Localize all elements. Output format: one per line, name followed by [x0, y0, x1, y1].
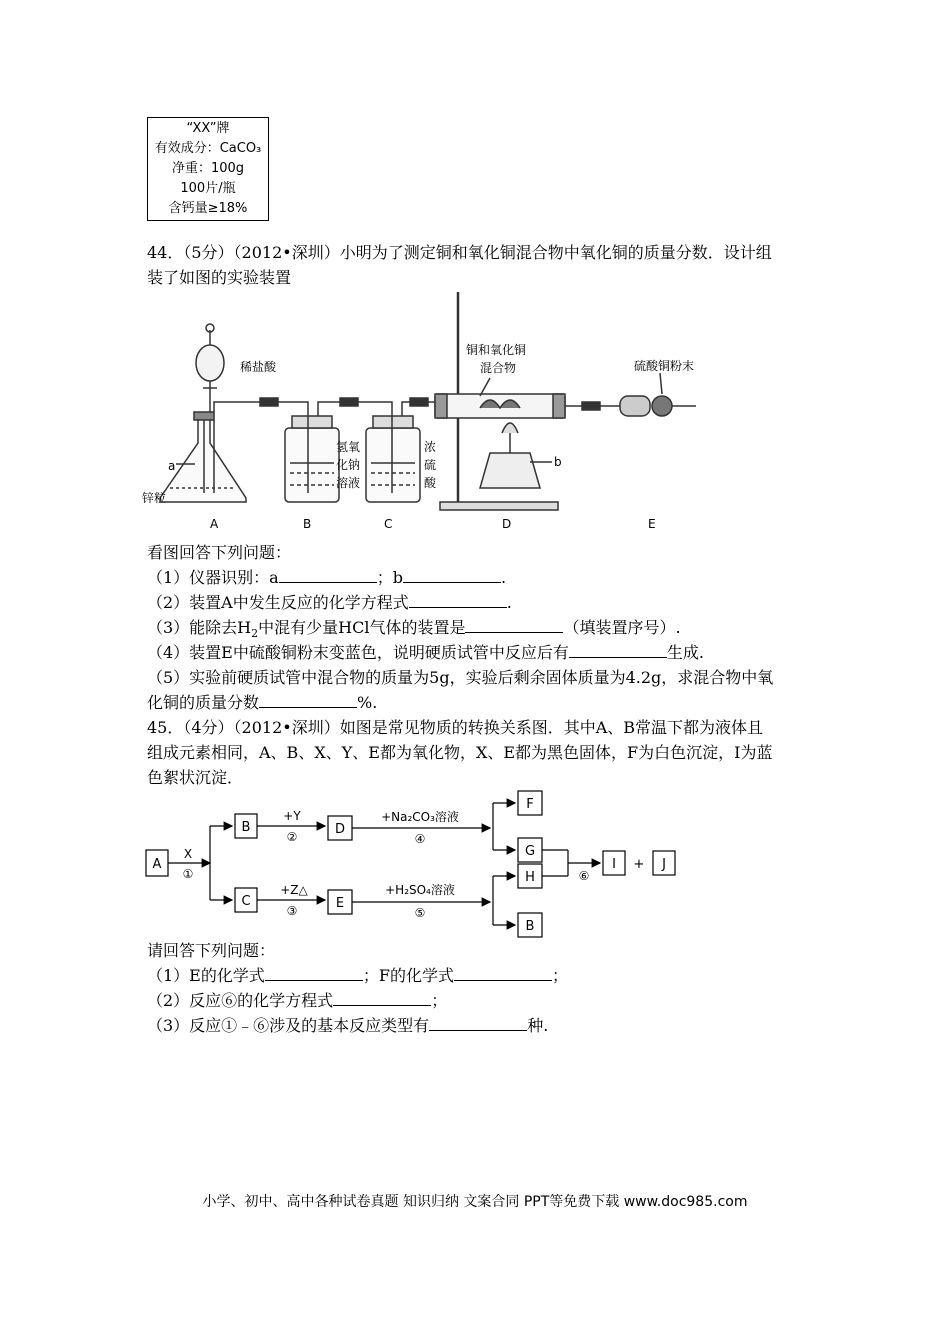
flow-x: X	[183, 847, 193, 861]
q44-sub-1	[147, 566, 506, 590]
flow-z: +Z△	[280, 883, 308, 897]
q44-sub-3-pre: （3）能除去H	[147, 618, 252, 637]
q44-sub-4-a: （4）装置E中硫酸铜粉末变蓝色，说明硬质试管中反应后有	[147, 643, 569, 662]
q44-sub-3-end: （填装置序号）.	[563, 618, 681, 637]
q44-sub-2	[147, 591, 512, 615]
page-footer: 小学、初中、高中各种试卷真题 知识归纳 文案合同 PPT等免费下载 www.doc985.com	[202, 1194, 748, 1210]
q44-header-2: 装了如图的实验装置	[147, 268, 292, 287]
answer-blank[interactable]	[279, 566, 377, 583]
q45-header-2: 组成元素相同，A、B、X、Y、E都为氧化物，X、E都为黑色固体，F为白色沉淀，I为蓝	[147, 743, 773, 762]
apparatus-diagram	[140, 288, 720, 538]
flow-diagram	[140, 788, 700, 938]
label-b: b	[554, 455, 562, 469]
answer-blank[interactable]	[454, 964, 552, 981]
flow-c5: ⑤	[414, 906, 426, 920]
q45-sub-1-end: ；	[551, 966, 568, 985]
answer-blank[interactable]	[403, 566, 501, 583]
supplement-label	[147, 117, 269, 221]
answer-blank[interactable]	[465, 616, 563, 633]
answer-blank[interactable]	[569, 641, 667, 658]
q44-sub-3-post: 中混有少量HCl气体的装置是	[258, 618, 466, 637]
caption-E: E	[648, 517, 656, 531]
label-h2so4-2: 硫	[424, 458, 437, 472]
flow-G: G	[524, 844, 536, 859]
flow-c2: ②	[286, 830, 298, 844]
flow-c6: ⑥	[578, 869, 590, 883]
flow-plus: +	[633, 857, 645, 872]
q44-sub-4-end: 生成.	[666, 643, 704, 662]
label-calcium: 含钙量≥18%	[168, 201, 248, 216]
label-mixture-2: 混合物	[480, 361, 517, 375]
q44-sub-1-b: ；b	[376, 568, 403, 587]
label-naoh-3: 溶液	[336, 476, 361, 490]
q44-sub-5-end: %.	[357, 693, 378, 712]
flow-I: I	[612, 857, 616, 872]
caption-D: D	[502, 517, 512, 531]
label-a: a	[168, 459, 176, 473]
label-h2so4-3: 酸	[424, 476, 437, 490]
q45-sub-3	[147, 1014, 548, 1038]
q45-sub-3-a: （3）反应①﹣⑥涉及的基本反应类型有	[147, 1016, 430, 1035]
q45-sub-3-end: 种.	[527, 1016, 549, 1035]
caption-B: B	[303, 517, 312, 531]
q44-sub-4	[147, 641, 704, 665]
flow-A: A	[152, 857, 162, 872]
flow-c4: ④	[414, 832, 426, 846]
flow-E: E	[335, 896, 345, 911]
flow-F: F	[526, 797, 534, 812]
label-mixture-1: 铜和氧化铜	[466, 343, 527, 357]
flow-h2so4: +H₂SO₄溶液	[385, 883, 455, 897]
q44-sub-5-b: 化铜的质量分数	[147, 693, 260, 712]
label-brand: “XX”牌	[186, 121, 230, 136]
label-naoh-1: 氢氧	[336, 440, 361, 454]
q44-sub-2-end: .	[506, 593, 512, 612]
q45-sub-1-a: （1）E的化学式	[147, 966, 265, 985]
label-zinc: 锌粒	[142, 491, 167, 505]
flow-H: H	[525, 870, 535, 885]
label-acid: 稀盐酸	[240, 360, 277, 374]
label-count: 100片/瓶	[180, 181, 236, 196]
q45-header-1: 45．（4分）（2012•深圳）如图是常见物质的转换关系图．其中A、B常温下都为液体且	[147, 718, 764, 737]
caption-A: A	[210, 517, 219, 531]
q45-sub-2	[147, 989, 447, 1013]
q44-sub-5-a: （5）实验前硬质试管中混合物的质量为5g，实验后剩余固体质量为4.2g，求混合物中氧	[147, 668, 774, 687]
answer-blank[interactable]	[265, 964, 363, 981]
q44-sub-3-sub: 2	[251, 627, 259, 641]
flow-B: B	[241, 820, 251, 835]
answer-blank[interactable]	[259, 691, 357, 708]
answer-blank[interactable]	[333, 989, 431, 1006]
label-naoh-2: 化钠	[336, 458, 361, 472]
flow-c3: ③	[286, 904, 298, 918]
q45-sub-1-b: ；F的化学式	[362, 966, 454, 985]
label-h2so4-1: 浓	[424, 440, 437, 454]
q44-sub-1-a: （1）仪器识别：a	[147, 568, 279, 587]
flow-J: J	[662, 857, 666, 872]
q44-sub-1-end: .	[500, 568, 507, 587]
q45-intro: 请回答下列问题：	[147, 941, 276, 960]
q44-intro: 看图回答下列问题：	[147, 543, 292, 562]
q45-sub-1	[147, 964, 568, 988]
q45-sub-2-end: ；	[431, 991, 448, 1010]
flow-D: D	[334, 822, 346, 837]
flow-na2co3: +Na₂CO₃溶液	[381, 810, 459, 824]
caption-C: C	[384, 517, 393, 531]
answer-blank[interactable]	[409, 591, 507, 608]
q44-sub-2-a: （2）装置A中发生反应的化学方程式	[147, 593, 409, 612]
flow-B2: B	[525, 919, 535, 934]
label-net-weight: 净重：100g	[171, 161, 245, 176]
flow-c1: ①	[182, 867, 194, 881]
q45-header-3: 色絮状沉淀．	[147, 768, 244, 787]
q44-sub-5	[147, 691, 377, 715]
answer-blank[interactable]	[429, 1014, 527, 1031]
q45-sub-2-a: （2）反应⑥的化学方程式	[147, 991, 334, 1010]
flow-y: +Y	[283, 809, 301, 823]
flow-C: C	[241, 894, 251, 909]
label-ingredient: 有效成分：CaCO₃	[154, 141, 262, 156]
label-cuso4: 硫酸铜粉末	[634, 359, 695, 373]
q44-header-1: 44．（5分）（2012•深圳）小明为了测定铜和氧化铜混合物中氧化铜的质量分数．设计组	[147, 243, 772, 262]
